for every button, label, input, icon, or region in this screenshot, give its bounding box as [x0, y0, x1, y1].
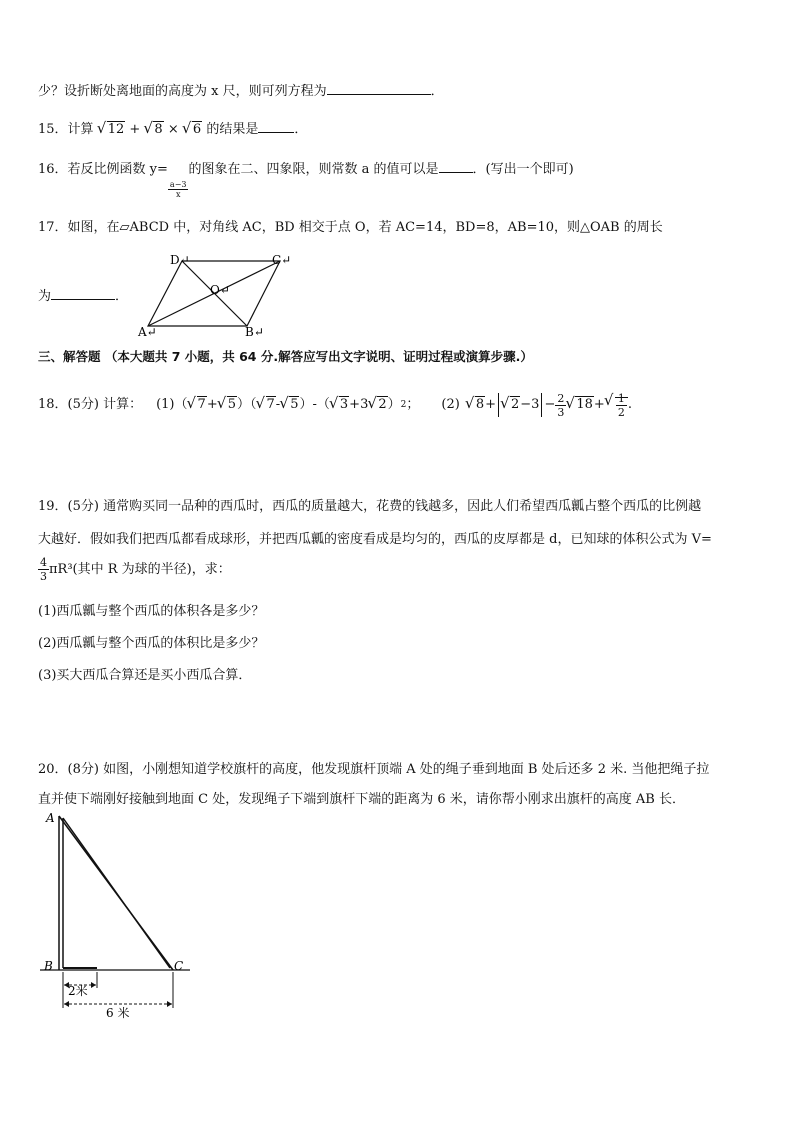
q17-end: ． [115, 289, 129, 304]
rope-inner [63, 818, 170, 968]
q20-line1: 20．(8分) 如图，小刚想知道学校旗杆的高度，他发现旗杆顶端 A 处的绳子垂到地面 B 处后还多 2 米. 当他把绳子拉 [38, 762, 710, 777]
q16-line [38, 158, 574, 199]
q18-sqrt-8: √ 8 [466, 395, 485, 415]
q18-sqrt-7: √ 7 [188, 395, 207, 415]
q16-fraction: $\frac{a-3}{x}$ [169, 180, 187, 199]
q18-sqrt-5: √ 5 [218, 395, 237, 415]
q15-sqrt-3: √ 6 [183, 120, 202, 140]
q14-text: 少？设折断处离地面的高度为 x 尺，则可列方程为 [38, 84, 327, 99]
q15-sqrt-1: √ 12 [98, 120, 126, 140]
q19-formula-text: πR³(其中 R 为球的半径)，求： [49, 561, 231, 577]
q18-sqrt-2: √ 2 [368, 395, 387, 415]
label-o: O↵ [210, 283, 230, 297]
q17-answer-blank[interactable] [51, 285, 115, 300]
q15-plus: + [129, 122, 141, 137]
q17-prefix: 为 [38, 289, 52, 304]
q18-paren-mid2: ）-（ [299, 397, 330, 412]
q18-paren-mid: ）（ [237, 397, 257, 412]
q14-line [38, 80, 444, 102]
q14-end: ． [430, 84, 444, 99]
q15-sqrt-2: √ 8 [144, 120, 163, 140]
q18-minus: - [275, 397, 281, 412]
label-b: B↵ [245, 325, 264, 339]
q20-line2: 直并使下端刚好接触到地面 C 处，发现绳子下端到旗杆下端的距离为 6 米，请你帮小刚求出旗杆的高度 AB 长． [38, 792, 685, 807]
q18-minus-2: − [544, 397, 556, 412]
arrow-6m-right [167, 1001, 172, 1007]
q15-end: ． [294, 122, 308, 137]
q18-fraction: $\frac{2}{3}$ [557, 391, 565, 419]
q15-suffix: 的结果是 [206, 122, 259, 137]
label-c: C↵ [272, 253, 292, 267]
q19-part3: (3)买大西瓜合算还是买小西瓜合算． [38, 668, 252, 683]
q17-line: 17．如图，在▱ABCD 中，对角线 AC，BD 相交于点 O，若 AC=14，BD=8，AB=10，则△OAB 的周长 [38, 220, 663, 235]
q19-fraction: $\frac{4}{3}$ [40, 556, 47, 583]
q19-part2: (2)西瓜瓤与整个西瓜的体积比是多少？ [38, 636, 265, 651]
q16-suffix: 的图象在二、四象限，则常数 a 的值可以是 [188, 162, 439, 177]
q16-end: ．(写出一个即可) [472, 162, 574, 177]
label-c: C [174, 959, 184, 973]
label-b: B [44, 959, 53, 973]
parallelogram-figure [130, 250, 300, 340]
arrow-6m-left [64, 1001, 69, 1007]
q18-plus-3: +3 [349, 397, 369, 412]
q16-answer-blank[interactable] [439, 158, 473, 173]
q18-plus: + [206, 397, 218, 412]
q18-part2-label: (2) [441, 397, 460, 412]
q14-answer-blank[interactable] [327, 80, 431, 95]
q18-absolute-value [498, 393, 542, 417]
q18-sqrt-half [605, 392, 628, 419]
arrow-2m-right [91, 982, 96, 988]
q18-part1-label: (1) [156, 397, 175, 412]
q18-half-fraction: √ $\frac{1}{2}$ [617, 391, 625, 419]
q19-part1: (1)西瓜瓤与整个西瓜的体积各是多少？ [38, 604, 265, 619]
q18-sqrt-18: √ 18 [566, 395, 594, 415]
q15-answer-blank[interactable] [258, 118, 294, 133]
q15-prefix: 15．计算 [38, 122, 94, 137]
q18-plus-2: + [485, 397, 496, 412]
q15-times: × [167, 122, 179, 137]
q18-exponent: 2 [400, 400, 407, 410]
q18-line [38, 388, 632, 422]
q19-line2: 大越好．假如我们把西瓜都看成球形，并把西瓜瓤的密度看成是均匀的，西瓜的皮厚都是 d，已知球的体积公式为 V= [38, 532, 712, 547]
q18-plus-4: + [593, 397, 605, 412]
q18-paren-end: ） [387, 397, 401, 412]
q18-end: . [627, 397, 632, 412]
label-2m: 2米 [68, 984, 88, 998]
q18-minus-3: −3 [520, 397, 540, 412]
q15-line [38, 118, 307, 140]
q19-line3 [38, 556, 231, 583]
q18-separator: ； [406, 397, 420, 412]
q18-sqrt-7b: √ 7 [257, 395, 276, 415]
q19-line1: 19．(5分) 通常购买同一品种的西瓜时，西瓜的质量越大，花费的钱越多，因此人们希望西瓜瓤占整个西瓜的比例越 [38, 499, 702, 514]
q18-sqrt-2b: √ 2 [501, 395, 520, 415]
label-a: A [46, 811, 55, 825]
q18-sqrt-5b: √ 5 [280, 395, 299, 415]
q18-paren: （ [174, 397, 188, 412]
q18-sqrt-3: √ 3 [330, 395, 349, 415]
q16-prefix: 16．若反比例函数 y= [38, 162, 168, 177]
q17-line2 [38, 285, 128, 307]
q18-prefix: 18．(5分) 计算： [38, 397, 143, 412]
flagpole-figure [30, 808, 200, 1023]
label-d: D↵ [170, 253, 190, 267]
label-a: A↵ [138, 325, 157, 339]
label-6m: 6 米 [106, 1006, 130, 1020]
section-3-header: 三、解答题 （本大题共 7 小题，共 64 分.解答应写出文字说明、证明过程或演算步骤.） [38, 349, 533, 364]
